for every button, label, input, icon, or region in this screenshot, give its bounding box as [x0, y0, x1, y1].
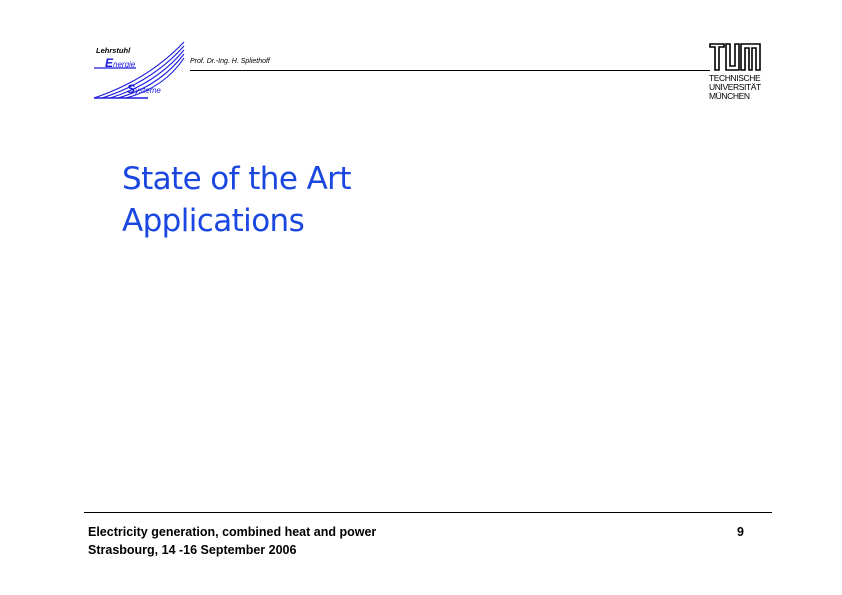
- logo-lehrstuhl-text: Lehrstuhl: [96, 46, 131, 55]
- tum-name-line2: UNIVERSITÄT: [709, 82, 761, 92]
- header-divider: [190, 70, 710, 71]
- logo-energie-rest: nergie: [113, 60, 136, 69]
- logo-energie-cap: E: [105, 56, 114, 70]
- slide-title: [122, 158, 351, 242]
- footer-divider: [84, 512, 772, 513]
- professor-name: Prof. Dr.-Ing. H. Spliethoff: [190, 58, 270, 65]
- logo-systeme-rest: ysteme: [135, 86, 161, 95]
- tum-name-line1: TECHNISCHE: [709, 73, 761, 83]
- logo-systeme-text: [127, 82, 161, 96]
- slide-title-line1: State of the Art: [122, 161, 351, 197]
- tum-logo-icon: [709, 43, 761, 71]
- page-number: 9: [737, 525, 744, 539]
- tum-name-line3: MÜNCHEN: [709, 91, 750, 101]
- footer-event-location-date: Strasbourg, 14 -16 September 2006: [88, 543, 297, 557]
- logo-systeme-cap: S: [127, 82, 136, 96]
- logo-energie-text: [105, 56, 135, 70]
- slide-title-line2: Applications: [122, 203, 305, 239]
- footer-event-title: Electricity generation, combined heat and power: [88, 525, 377, 539]
- tum-name: [709, 74, 769, 101]
